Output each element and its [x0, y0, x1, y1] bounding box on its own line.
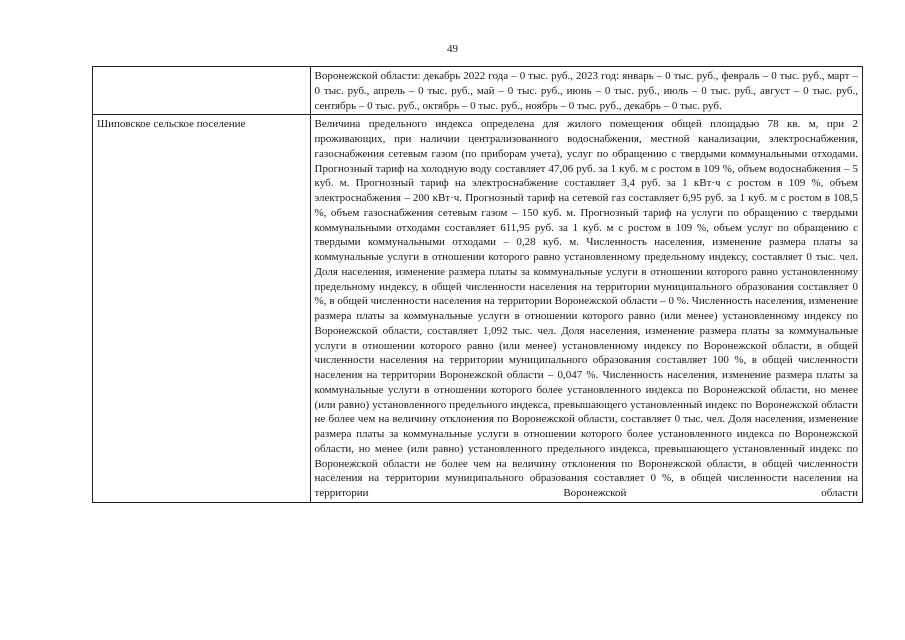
- table-row-continuation: [93, 67, 863, 115]
- municipality-name-cell: Шиповское сельское поселение: [93, 115, 311, 503]
- page-number: 49: [447, 43, 458, 55]
- description-cell: Воронежской области: декабрь 2022 года – 0 тыс. руб., 2023 год: январь – 0 тыс. руб., февраль – 0 тыс. руб., март – 0 тыс. руб., апрель – 0 тыс. руб., май – 0 тыс. руб., июнь – 0 тыс. руб., июль – 0 тыс. руб., август – 0 тыс. руб., сентябрь – 0 тыс. руб., октябрь – 0 тыс. руб., ноябрь – 0 тыс. руб., декабрь – 0 тыс. руб.: [310, 67, 862, 115]
- description-cell: Величина предельного индекса определена для жилого помещения общей площадью 78 кв. м, при 2 проживающих, при наличии централизованного водоснабжения, местной канализации, электроснабжения, газоснабжения сетевым газом (по приборам учета), услуг по обращению с твердыми коммунальными отходами. Прогнозный тариф на холодную воду составляет 47,06 руб. за 1 куб. м с ростом в 109 %, объем водоснабжения – 5 куб. м. Прогнозный тариф на электроснабжение составляет 3,4 руб. за 1 кВт·ч с ростом в 109 %, объем электроснабжения – 200 кВт·ч. Прогнозный тариф на сетевой газ составляет 6,95 руб. за 1 куб. м с ростом в 108,5 %, объем газоснабжения сетевым газом – 150 куб. м. Прогнозный тариф на услуги по обращению с твердыми коммунальными отходами составляет 611,95 руб. за 1 куб. м с ростом в 109 %, объем услуг по обращению с твердыми коммунальными отходами – 0,28 куб. м. Численность населения, изменение размера платы за коммунальные услуги в отношении которого равно установленному предельному индексу, составляет 0 тыс. чел. Доля населения, изменение размера платы за коммунальные услуги в отношении которого равно установленному предельному индексу, в общей численности населения на территории муниципального образования составляет 0 %, в общей численности населения на территории Воронежской области – 0 %. Численность населения, изменение размера платы за коммунальные услуги в отношении которого равно (или менее) установленному индексу по Воронежской области, составляет 1,092 тыс. чел. Доля населения, изменение размера платы за коммунальные услуги в отношении которого равно (или менее) установленному индексу по Воронежской области, в общей численности населения на территории муниципального образования составляет 100 %, в общей численности населения на территории Воронежской области – 0,047 %. Численность населения, изменение размера платы за коммунальные услуги в отношении которого более установленного индекса по Воронежской области, но менее (или равно) установленного предельного индекса, превышающего установленный индекс по Воронежской области не более чем на величину отклонения по Воронежской области, составляет 0 тыс. чел. Доля населения, изменение размера платы за коммунальные услуги в отношении которого более установленного индекса по Воронежской области, но менее (или равно) установленного предельного индекса, превышающего установленный индекс по Воронежской области не более чем на величину отклонения по Воронежской области, в общей численности населения на территории муниципального образования составляет 0 %, в общей численности населения на территории Воронежской области: [310, 115, 862, 503]
- municipality-name-cell: [93, 67, 311, 115]
- table-row-shipovskoe: [93, 115, 863, 503]
- document-table: [92, 66, 863, 503]
